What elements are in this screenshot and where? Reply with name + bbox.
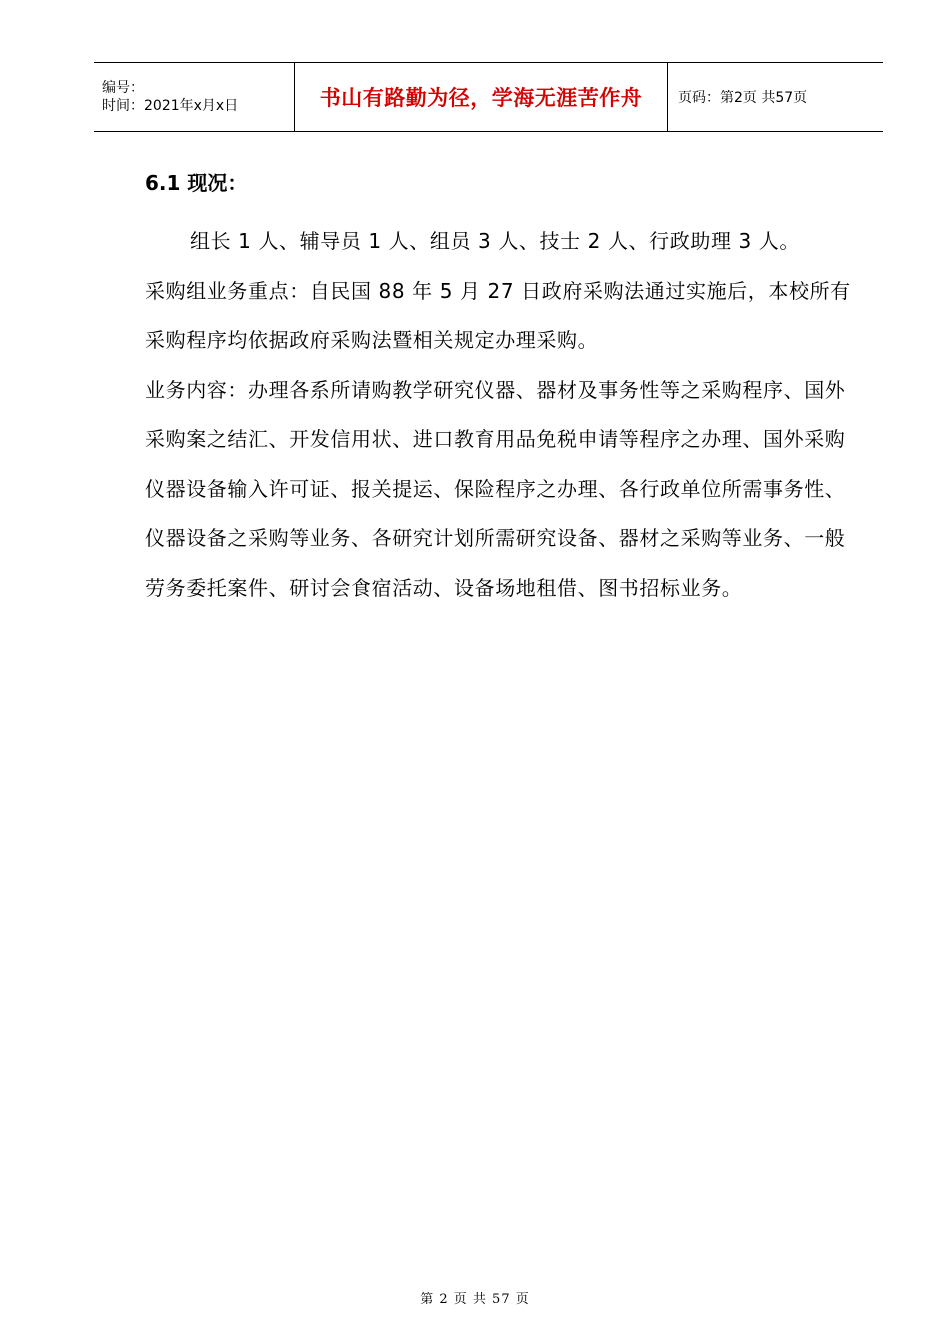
paragraph-staff: 组长 1 人、辅导员 1 人、组员 3 人、技士 2 人、行政助理 3 人。 <box>190 229 800 253</box>
paragraph-focus: 采购组业务重点：自民国 88 年 5 月 27 日政府采购法通过实施后，本校所有采购程序均依据政府采购法暨相关规定办理采购。 <box>145 278 851 352</box>
header-motto <box>295 63 668 131</box>
page-footer: 第 2 页 共 57 页 <box>420 1292 530 1307</box>
header-meta <box>94 63 295 131</box>
page-header <box>94 62 883 132</box>
document-body <box>145 163 865 613</box>
paragraph-tasks: 业务内容：办理各系所请购教学研究仪器、器材及事务性等之采购程序、国外采购案之结汇、开发信用状、进口教育用品免税申请等程序之办理、国外采购仪器设备输入许可证、报关提运、保险程序之办理、各行政单位所需事务性、仪器设备之采购等业务、各研究计划所需研究设备、器材之采购等业务、一般劳务委托案件、研讨会食宿活动、设备场地租借、图书招标业务。 <box>145 377 846 600</box>
time-label: 时间：2021年x月x日 <box>102 98 239 114</box>
serial-label: 编号： <box>102 80 144 96</box>
page-info-text: 页码：第2页 共57页 <box>678 90 808 106</box>
header-page-info <box>668 63 883 131</box>
section-title: 6.1 现况： <box>145 171 248 195</box>
motto-text: 书山有路勤为径，学海无涯苦作舟 <box>319 86 643 110</box>
